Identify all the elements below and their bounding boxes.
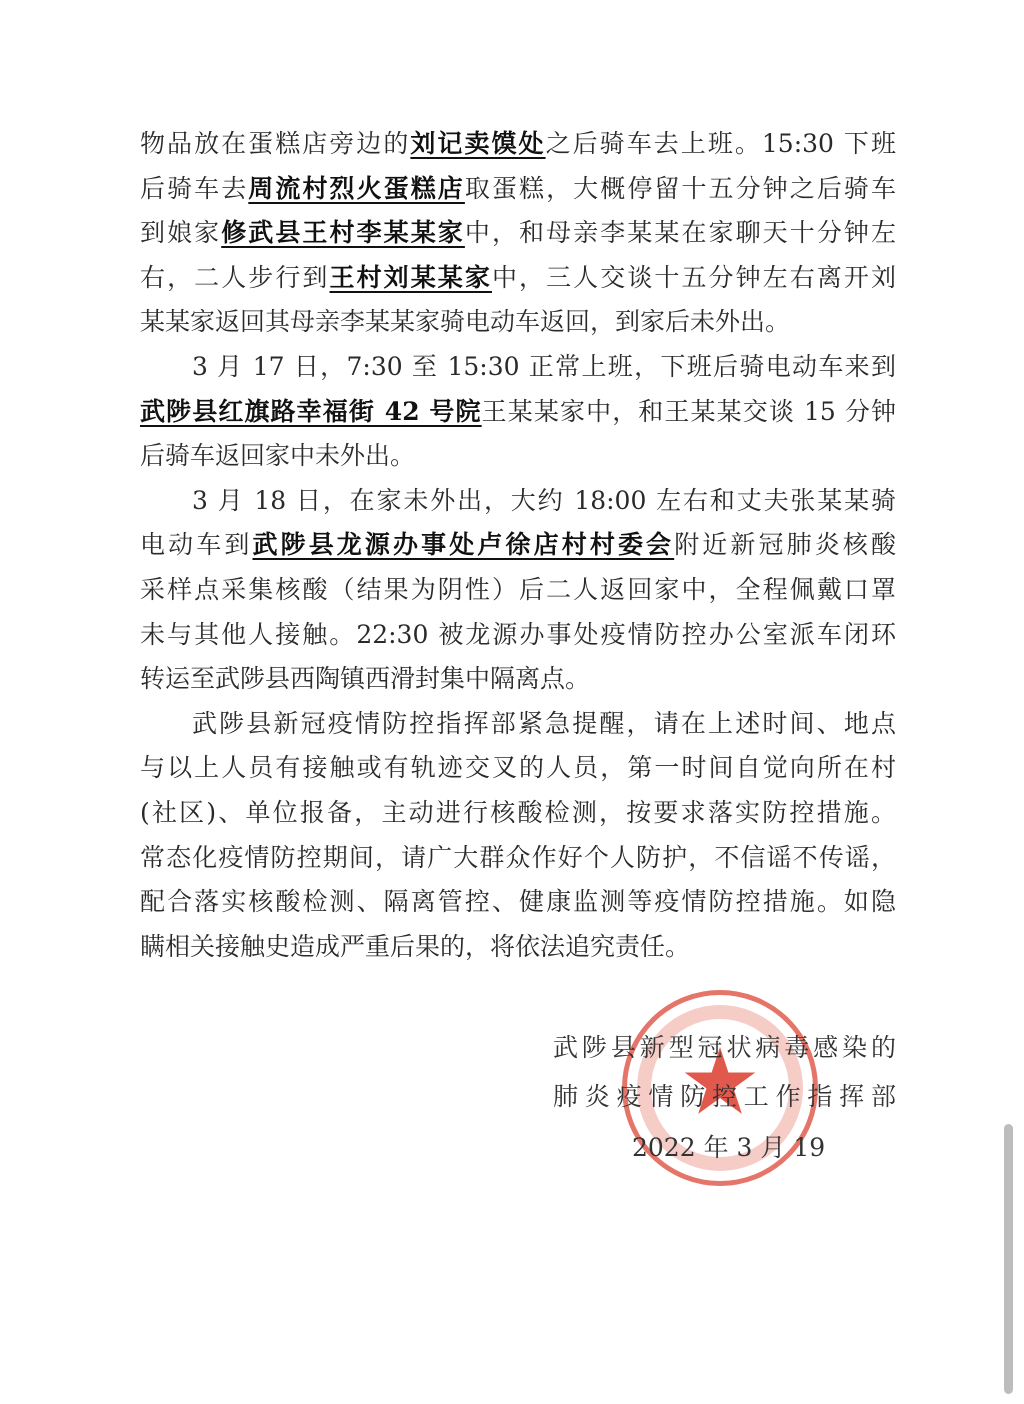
text-line <box>140 523 896 568</box>
text-segment: 3 月 17 日，7:30 至 15:30 正常上班，下班后骑电动车来到 <box>192 351 896 381</box>
signature-date: 2022 年 3 月 19 <box>632 1133 826 1162</box>
text-line <box>140 702 896 747</box>
text-segment: 转运至武陟县西陶镇西滑封集中隔离点。 <box>140 664 591 694</box>
signature-org-line-2: 肺炎疫情防控工作指挥部 <box>553 1082 896 1111</box>
text-segment: 中，和母亲李某某在家聊天十分钟左 <box>464 218 896 248</box>
highlighted-location: 周流村烈火蛋糕店 <box>248 173 465 203</box>
text-segment: 瞒相关接触史造成严重后果的，将依法追究责任。 <box>140 931 691 961</box>
text-segment: 武陟县新冠疫情防控指挥部紧急提醒，请在上述时间、地点 <box>192 708 896 738</box>
text-line <box>140 836 896 881</box>
text-segment: 之后骑车去上班。15:30 下班 <box>545 129 896 158</box>
text-line <box>140 880 896 925</box>
scrollbar[interactable] <box>1004 1124 1013 1394</box>
text-line <box>140 434 896 479</box>
signature-org-line-1: 武陟县新型冠状病毒感染的 <box>553 1033 896 1062</box>
text-segment: 中，三人交谈十五分钟左右离开刘 <box>491 262 896 292</box>
text-segment: 电动车到 <box>140 530 253 560</box>
highlighted-location: 修武县王村李某某家 <box>221 218 465 248</box>
text-line <box>140 791 896 836</box>
star-icon: ★ <box>678 1028 762 1136</box>
text-line <box>140 568 896 613</box>
text-segment: 常态化疫情防控期间，请广大群众作好个人防护，不信谣不传谣， <box>140 842 896 872</box>
text-line <box>140 345 896 390</box>
text-segment: 后骑车返回家中未外出。 <box>140 441 416 471</box>
text-segment: 附近新冠肺炎核酸 <box>674 530 896 560</box>
text-segment: 后骑车去 <box>140 173 249 203</box>
text-line <box>140 300 896 345</box>
text-segment: 未与其他人接触。22:30 被龙源办事处疫情防控办公室派车闭环 <box>140 619 896 649</box>
text-line <box>140 479 896 524</box>
text-line <box>140 657 896 702</box>
text-segment: (社区)、单位报备，主动进行核酸检测，按要求落实防控措施。 <box>140 797 896 827</box>
text-line <box>140 167 896 212</box>
highlighted-location: 武陟县红旗路幸福街 42 号院 <box>140 396 482 426</box>
text-line <box>140 211 896 256</box>
text-line <box>140 122 896 167</box>
text-segment: 到娘家 <box>140 218 222 248</box>
text-line <box>140 746 896 791</box>
text-line <box>140 613 896 658</box>
text-segment: 采样点采集核酸（结果为阴性）后二人返回家中，全程佩戴口罩 <box>140 574 896 604</box>
document-body <box>140 122 896 969</box>
text-line <box>140 256 896 301</box>
text-segment: 3 月 18 日，在家未外出，大约 18:00 左右和丈夫张某某骑 <box>192 485 896 515</box>
text-segment: 取蛋糕，大概停留十五分钟之后骑车 <box>464 173 896 203</box>
text-segment: 配合落实核酸检测、隔离管控、健康监测等疫情防控措施。如隐 <box>140 887 896 917</box>
text-segment: 王某某家中，和王某某交谈 15 分钟 <box>481 396 896 426</box>
highlighted-location: 刘记卖馍处 <box>410 129 546 158</box>
text-segment: 某某家返回其母亲李某某家骑电动车返回，到家后未外出。 <box>140 307 791 337</box>
text-line <box>140 925 896 970</box>
text-line <box>140 390 896 435</box>
highlighted-location: 王村刘某某家 <box>329 262 492 292</box>
text-segment: 右，二人步行到 <box>140 262 330 292</box>
text-segment: 与以上人员有接触或有轨迹交叉的人员，第一时间自觉向所在村 <box>140 753 896 783</box>
highlighted-location: 武陟县龙源办事处卢徐店村村委会 <box>252 530 675 560</box>
text-segment: 物品放在蛋糕店旁边的 <box>140 129 411 158</box>
